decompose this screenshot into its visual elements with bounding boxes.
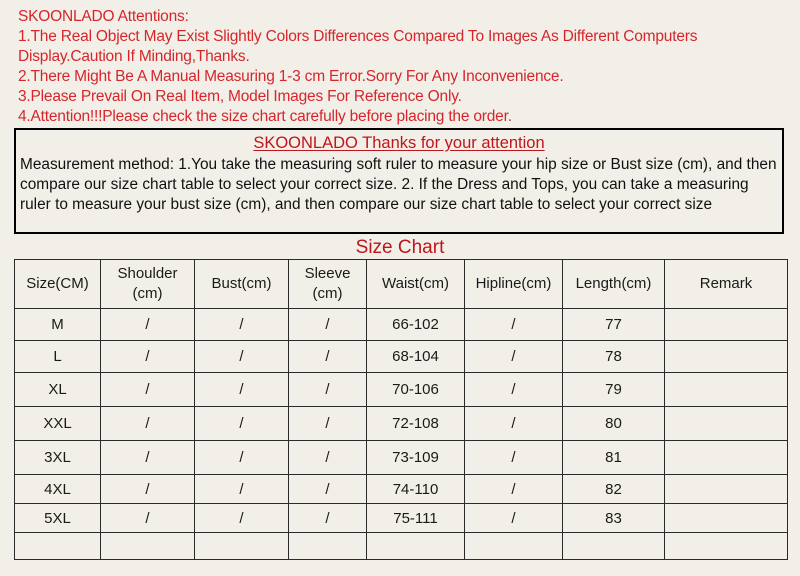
bust-cell: /	[195, 407, 289, 441]
sleeve-cell: /	[289, 373, 367, 407]
shoulder-cell: /	[101, 373, 195, 407]
header-sleeve: Sleeve (cm)	[289, 260, 367, 309]
table-header-row	[15, 260, 788, 309]
hipline-cell: /	[465, 341, 563, 373]
shoulder-cell: /	[101, 475, 195, 504]
shoulder-cell: /	[101, 407, 195, 441]
length-cell: 81	[563, 441, 665, 475]
bust-cell: /	[195, 341, 289, 373]
remark-cell	[665, 407, 788, 441]
hipline-cell: /	[465, 373, 563, 407]
waist-cell: 75-111	[367, 504, 465, 533]
remark-cell	[665, 441, 788, 475]
size-chart-table	[14, 259, 788, 560]
hipline-cell: /	[465, 441, 563, 475]
header-remark: Remark	[665, 260, 788, 309]
sleeve-cell: /	[289, 475, 367, 504]
hipline-cell: /	[465, 309, 563, 341]
waist-cell: 70-106	[367, 373, 465, 407]
notice-line: Display.Caution If Minding,Thanks.	[18, 48, 250, 65]
sleeve-cell: /	[289, 504, 367, 533]
remark-cell	[665, 373, 788, 407]
thanks-title: SKOONLADO Thanks for your attention	[253, 134, 545, 152]
hipline-cell	[465, 533, 563, 560]
bust-cell: /	[195, 373, 289, 407]
header-shoulder: Shoulder (cm)	[101, 260, 195, 309]
bust-cell: /	[195, 441, 289, 475]
header-bust: Bust(cm)	[195, 260, 289, 309]
size-cell: XXL	[15, 407, 101, 441]
header-hipline: Hipline(cm)	[465, 260, 563, 309]
hipline-cell: /	[465, 475, 563, 504]
waist-cell: 68-104	[367, 341, 465, 373]
table-row	[15, 407, 788, 441]
size-cell: XL	[15, 373, 101, 407]
sleeve-cell: /	[289, 407, 367, 441]
waist-cell: 72-108	[367, 407, 465, 441]
table-row	[15, 341, 788, 373]
waist-cell: 74-110	[367, 475, 465, 504]
remark-cell	[665, 533, 788, 560]
measurement-method-box	[14, 128, 784, 234]
table-row	[15, 504, 788, 533]
notice-line: 3.Please Prevail On Real Item, Model Images For Reference Only.	[18, 88, 462, 105]
table-row	[15, 441, 788, 475]
notice-line: 4.Attention!!!Please check the size chart carefully before placing the order.	[18, 108, 512, 125]
attention-notice	[18, 7, 793, 127]
notice-heading: SKOONLADO Attentions:	[18, 8, 189, 25]
length-cell: 79	[563, 373, 665, 407]
remark-cell	[665, 341, 788, 373]
measurement-method-text: Measurement method: 1.You take the measuring soft ruler to measure your hip size or Bust size (cm), and then compare our size chart table to select your correct size. 2. If the Dress and Tops, you can take a measuring ruler to measure your bust size (cm), and then compare our size chart table to select your correct size	[20, 156, 777, 213]
shoulder-cell: /	[101, 441, 195, 475]
remark-cell	[665, 504, 788, 533]
shoulder-cell: /	[101, 309, 195, 341]
length-cell: 82	[563, 475, 665, 504]
size-cell: 3XL	[15, 441, 101, 475]
bust-cell: /	[195, 475, 289, 504]
size-cell: L	[15, 341, 101, 373]
header-size: Size(CM)	[15, 260, 101, 309]
remark-cell	[665, 309, 788, 341]
shoulder-cell	[101, 533, 195, 560]
size-cell: 4XL	[15, 475, 101, 504]
sleeve-cell: /	[289, 309, 367, 341]
table-row	[15, 475, 788, 504]
table-row	[15, 373, 788, 407]
length-cell: 80	[563, 407, 665, 441]
sleeve-cell	[289, 533, 367, 560]
notice-line: 1.The Real Object May Exist Slightly Colors Differences Compared To Images As Different Computers	[18, 28, 698, 45]
hipline-cell: /	[465, 504, 563, 533]
header-waist: Waist(cm)	[367, 260, 465, 309]
length-cell	[563, 533, 665, 560]
table-row-empty	[15, 533, 788, 560]
header-length: Length(cm)	[563, 260, 665, 309]
bust-cell	[195, 533, 289, 560]
size-chart-title: Size Chart	[355, 237, 445, 258]
bust-cell: /	[195, 504, 289, 533]
waist-cell	[367, 533, 465, 560]
shoulder-cell: /	[101, 341, 195, 373]
waist-cell: 73-109	[367, 441, 465, 475]
length-cell: 83	[563, 504, 665, 533]
table-row	[15, 309, 788, 341]
waist-cell: 66-102	[367, 309, 465, 341]
size-cell	[15, 533, 101, 560]
hipline-cell: /	[465, 407, 563, 441]
length-cell: 77	[563, 309, 665, 341]
size-cell: 5XL	[15, 504, 101, 533]
sleeve-cell: /	[289, 441, 367, 475]
sleeve-cell: /	[289, 341, 367, 373]
size-cell: M	[15, 309, 101, 341]
shoulder-cell: /	[101, 504, 195, 533]
bust-cell: /	[195, 309, 289, 341]
remark-cell	[665, 475, 788, 504]
length-cell: 78	[563, 341, 665, 373]
notice-line: 2.There Might Be A Manual Measuring 1-3 cm Error.Sorry For Any Inconvenience.	[18, 68, 564, 85]
